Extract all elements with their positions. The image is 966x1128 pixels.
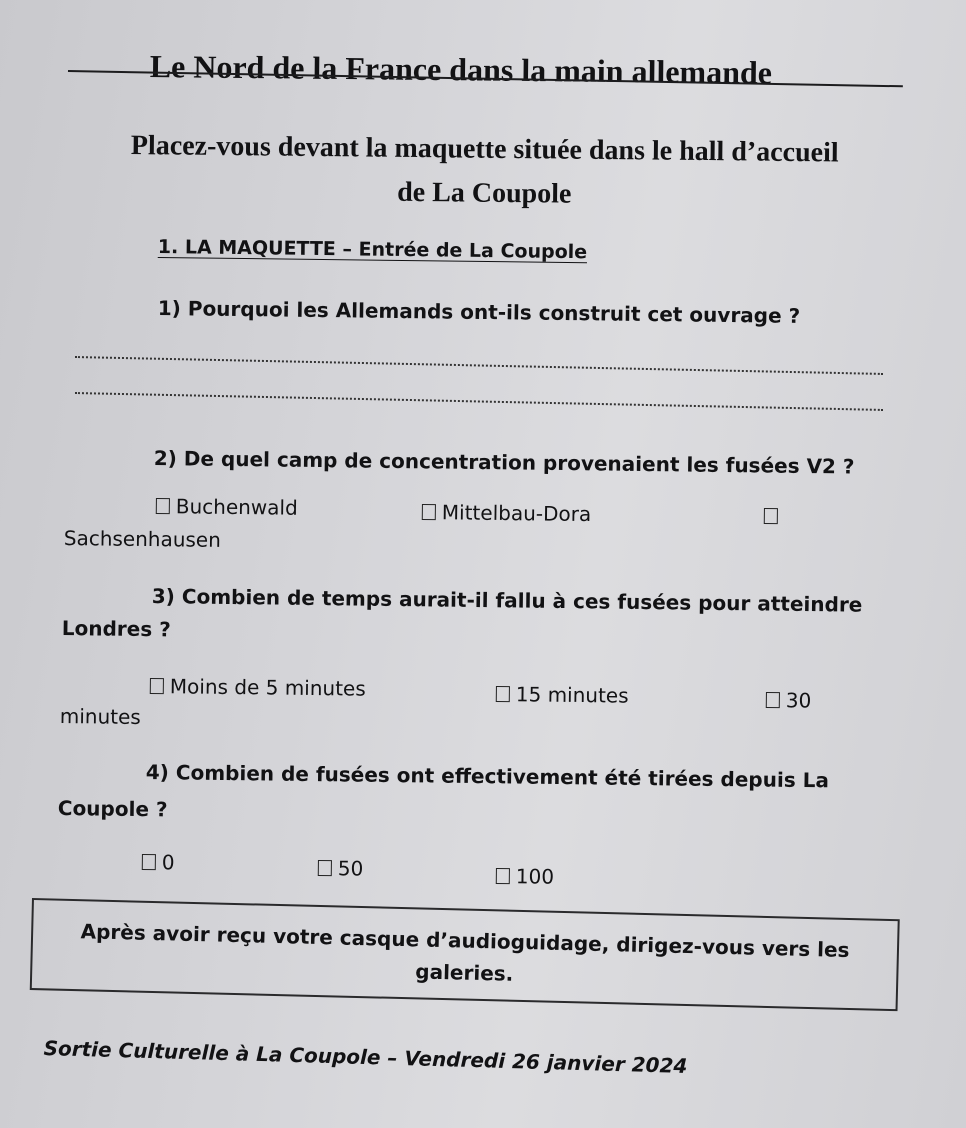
option-label: 100	[515, 864, 555, 889]
checkbox[interactable]	[766, 692, 780, 708]
option-0[interactable]	[142, 850, 175, 874]
instruction-box	[30, 898, 900, 1011]
option-label: 0	[161, 850, 175, 875]
checkbox[interactable]	[764, 508, 778, 524]
intro-instruction: Placez-vous devant la maquette située dans le hall d’accueil de La Coupole	[130, 130, 839, 210]
option-label: Moins de 5 minutes	[169, 674, 366, 701]
question-2: 2) De quel camp de concentration provenaient les fusées V2 ?	[153, 446, 855, 479]
option-sachsenhausen-label: Sachsenhausen	[63, 526, 222, 552]
checkbox[interactable]	[156, 498, 170, 514]
question-3-line-1: 3) Combien de temps aurait-il fallu à ces fusées pour atteindre	[151, 584, 863, 617]
checkbox[interactable]	[496, 686, 510, 702]
footer-caption: Sortie Culturelle à La Coupole – Vendredi 26 janvier 2024	[43, 1036, 688, 1078]
option-moins-de-5-minutes[interactable]	[150, 674, 366, 701]
option-buchenwald[interactable]	[156, 494, 298, 520]
option-30-minutes[interactable]	[766, 688, 812, 713]
option-sachsenhausen-checkbox[interactable]	[764, 504, 784, 528]
answer-line-1[interactable]	[75, 356, 883, 375]
question-4-line-1: 4) Combien de fusées ont effectivement été tirées depuis La	[145, 760, 830, 793]
option-label: Mittelbau-Dora	[441, 500, 592, 527]
page-title: Le Nord de la France dans la main allemande	[149, 48, 773, 91]
option-mittelbau-dora[interactable]	[422, 500, 592, 526]
question-3-line-2: Londres ?	[61, 616, 171, 642]
question-1: 1) Pourquoi les Allemands ont-ils construit cet ouvrage ?	[157, 296, 801, 328]
option-label: 30	[785, 688, 812, 713]
instruction-text: Après avoir reçu votre casque d’audioguidage, dirigez-vous vers les galeries.	[80, 919, 850, 986]
section-heading: 1. LA MAQUETTE – Entrée de La Coupole	[157, 236, 588, 264]
option-label: 50	[337, 856, 364, 881]
checkbox[interactable]	[422, 504, 436, 520]
checkbox[interactable]	[318, 860, 332, 876]
checkbox[interactable]	[142, 854, 156, 870]
option-50[interactable]	[318, 856, 364, 881]
answer-line-2[interactable]	[75, 392, 883, 411]
checkbox[interactable]	[496, 868, 510, 884]
option-15-minutes[interactable]	[496, 682, 629, 708]
question-4-line-2: Coupole ?	[57, 796, 168, 822]
option-30-minutes-continued: minutes	[59, 704, 141, 729]
option-100[interactable]	[496, 864, 554, 889]
checkbox[interactable]	[150, 678, 164, 694]
option-label: Buchenwald	[175, 494, 298, 520]
option-label: 15 minutes	[515, 682, 629, 708]
